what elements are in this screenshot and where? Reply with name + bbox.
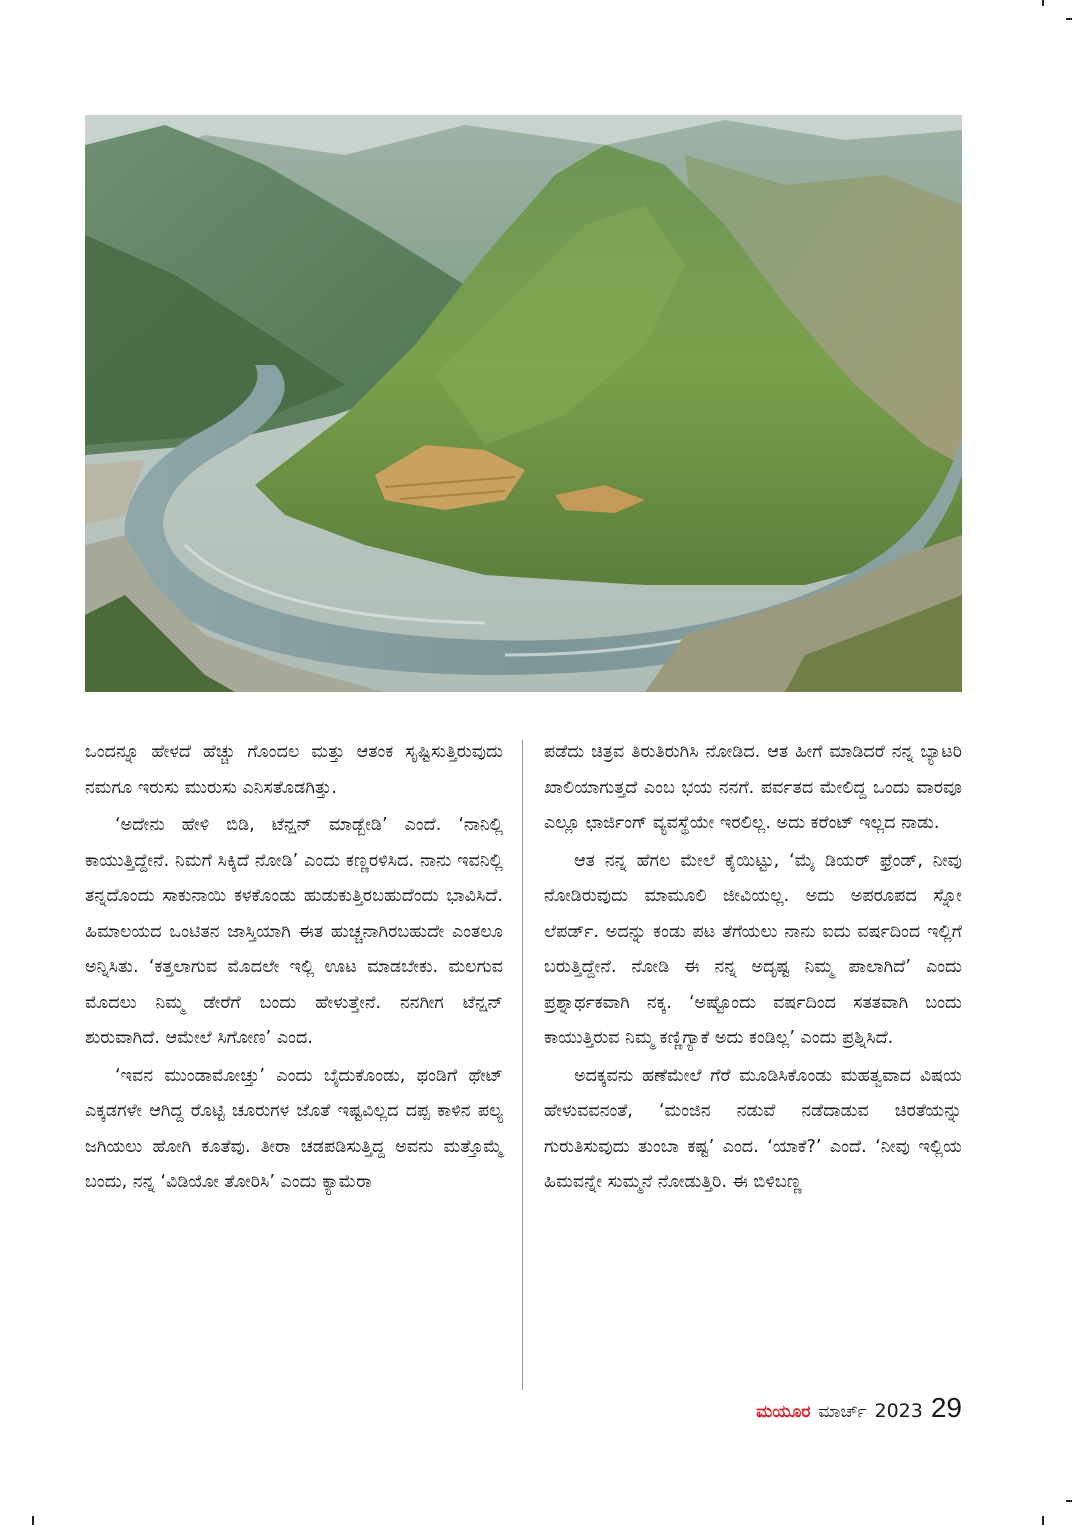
article-paragraph: ‘ಇವನ ಮುಂಡಾಮೋಚ್ತು’ ಎಂದು ಬೈದುಕೊಂಡು, ಥಂಡಿಗೆ ಥೇಟ್ ಎಕ್ಕಡಗಳೇ ಆಗಿದ್ದ ರೊಟ್ಟಿ ಚೂರುಗಳ ಜೊತೆ ಇಷ್ಟವಿಲ್ಲದ ದಪ್ಪ ಕಾಳಿನ ಪಲ್ಯ ಜಗಿಯಲು ಹೋಗಿ ಕೂತೆವು. ತೀರಾ ಚಡಪಡಿಸುತ್ತಿದ್ದ ಅವನು ಮತ್ತೊಮ್ಮೆ ಬಂದು, ನನ್ನ ‘ವಿಡಿಯೋ ತೋರಿಸಿ’ ಎಂದು ಕ್ಯಾಮೆರಾ — [85, 1065, 503, 1192]
mountain-river-photo — [85, 115, 962, 692]
issue-month: ಮಾರ್ಚ್ — [818, 1402, 867, 1422]
page-number: 29 — [930, 1392, 962, 1423]
article-paragraph: ಪಡೆದು ಚಿತ್ರವ ತಿರುತಿರುಗಿಸಿ ನೋಡಿದ. ಆತ ಹೀಗೆ ಮಾಡಿದರೆ ನನ್ನ ಬ್ಯಾಟರಿ ಖಾಲಿಯಾಗುತ್ತದೆ ಎಂಬ ಭಯ ನನಗೆ. ಪರ್ವತದ ಮೇಲಿದ್ದ ಒಂದು ವಾರವೂ ಎಲ್ಲೂ ಛಾರ್ಜಿಂಗ್ ವ್ಯವಸ್ಥೆಯೇ ಇರಲಿಲ್ಲ. ಅದು ಕರೆಂಟ್ ಇಲ್ಲದ ನಾಡು. — [544, 742, 962, 833]
crop-mark — [1066, 1500, 1072, 1502]
issue-year: 2023 — [874, 1400, 923, 1422]
crop-mark — [1042, 0, 1044, 6]
crop-mark — [1042, 1516, 1044, 1525]
crop-mark — [1066, 18, 1072, 20]
article-paragraph: ಆತ ನನ್ನ ಹೆಗಲ ಮೇಲೆ ಕೈಯಿಟ್ಟು, ‘ಮೈ ಡಿಯರ್ ಫ್ರೆಂಡ್, ನೀವು ನೋಡಿರುವುದು ಮಾಮೂಲಿ ಜೀವಿಯಲ್ಲ. ಅದು ಅಪರೂಪದ ಸ್ನೋ ಲೆಪರ್ಡ್. ಅದನ್ನು ಕಂಡು ಪಟ ತೆಗೆಯಲು ನಾನು ಐದು ವರ್ಷದಿಂದ ಇಲ್ಲಿಗೆ ಬರುತ್ತಿದ್ದೇನೆ. ನೋಡಿ ಈ ನನ್ನ ಅದೃಷ್ಟ ನಿಮ್ಮ ಪಾಲಾಗಿದೆ’ ಎಂದು ಪ್ರಶ್ನಾರ್ಥಕವಾಗಿ ನಕ್ಕ. ‘ಅಷ್ಟೊಂದು ವರ್ಷದಿಂದ ಸತತವಾಗಿ ಬಂದು ಕಾಯುತ್ತಿರುವ ನಿಮ್ಮ ಕಣ್ಣಿಗ್ಯಾಕೆ ಅದು ಕಂಡಿಲ್ಲ’ ಎಂದು ಪ್ರಶ್ನಿಸಿದೆ. — [544, 850, 962, 1048]
page-footer — [756, 1392, 962, 1424]
article-paragraph: ಅದಕ್ಕವನು ಹಣೆಮೇಲೆ ಗೆರೆ ಮೂಡಿಸಿಕೊಂಡು ಮಹತ್ವವಾದ ವಿಷಯ ಹೇಳುವವನಂತೆ, ‘ಮಂಜಿನ ನಡುವೆ ನಡೆದಾಡುವ ಚಿರತೆಯನ್ನು ಗುರುತಿಸುವುದು ತುಂಬಾ ಕಷ್ಟ’ ಎಂದ. ‘ಯಾಕೆ?’ ಎಂದೆ. ‘ನೀವು ಇಲ್ಲಿಯ ಹಿಮವನ್ನೇ ಸುಮ್ಮನೆ ನೋಡುತ್ತಿರಿ. ಈ ಬಿಳಿಬಣ್ಣ — [544, 1065, 962, 1192]
article-paragraph: ಒಂದನ್ನೂ ಹೇಳದೆ ಹೆಚ್ಚು ಗೊಂದಲ ಮತ್ತು ಆತಂಕ ಸೃಷ್ಟಿಸುತ್ತಿರುವುದು ನಮಗೂ ಇರುಸು ಮುರುಸು ಎನಿಸತೊಡಗಿತ್ತು. — [85, 742, 503, 798]
article-paragraph: ‘ಅದೇನು ಹೇಳಿ ಬಿಡಿ, ಟೆನ್ಷನ್ ಮಾಡ್ಬೇಡಿ’ ಎಂದೆ. ‘ನಾನಿಲ್ಲಿ ಕಾಯುತ್ತಿದ್ದೇನೆ. ನಿಮಗೆ ಸಿಕ್ಕಿದೆ ನೋಡಿ’ ಎಂದು ಕಣ್ಣರಳಿಸಿದ. ನಾನು ಇವನಿಲ್ಲಿ ತನ್ನದೊಂದು ಸಾಕುನಾಯಿ ಕಳಕೊಂಡು ಹುಡುಕುತ್ತಿರಬಹುದೆಂದು ಭಾವಿಸಿದೆ. ಹಿಮಾಲಯದ ಒಂಟಿತನ ಜಾಸ್ತಿಯಾಗಿ ಈತ ಹುಚ್ಚನಾಗಿರಬಹುದೇ ಎಂತಲೂ ಅನ್ನಿಸಿತು. ‘ಕತ್ತಲಾಗುವ ಮೊದಲೇ ಇಲ್ಲಿ ಊಟ ಮಾಡಬೇಕು. ಮಲಗುವ ಮೊದಲು ನಿಮ್ಮ ಡೇರೆಗೆ ಬಂದು ಹೇಳುತ್ತೇನೆ. ನನಗೀಗ ಟೆನ್ಷನ್ ಶುರುವಾಗಿದೆ. ಆಮೇಲೆ ಸಿಗೋಣ’ ಎಂದ. — [85, 815, 503, 1048]
article-column-right — [544, 735, 962, 1201]
magazine-brand: ಮಯೂರ — [756, 1402, 811, 1422]
crop-mark — [32, 1516, 34, 1525]
article-column-left — [85, 735, 503, 1201]
column-divider — [522, 740, 523, 1390]
